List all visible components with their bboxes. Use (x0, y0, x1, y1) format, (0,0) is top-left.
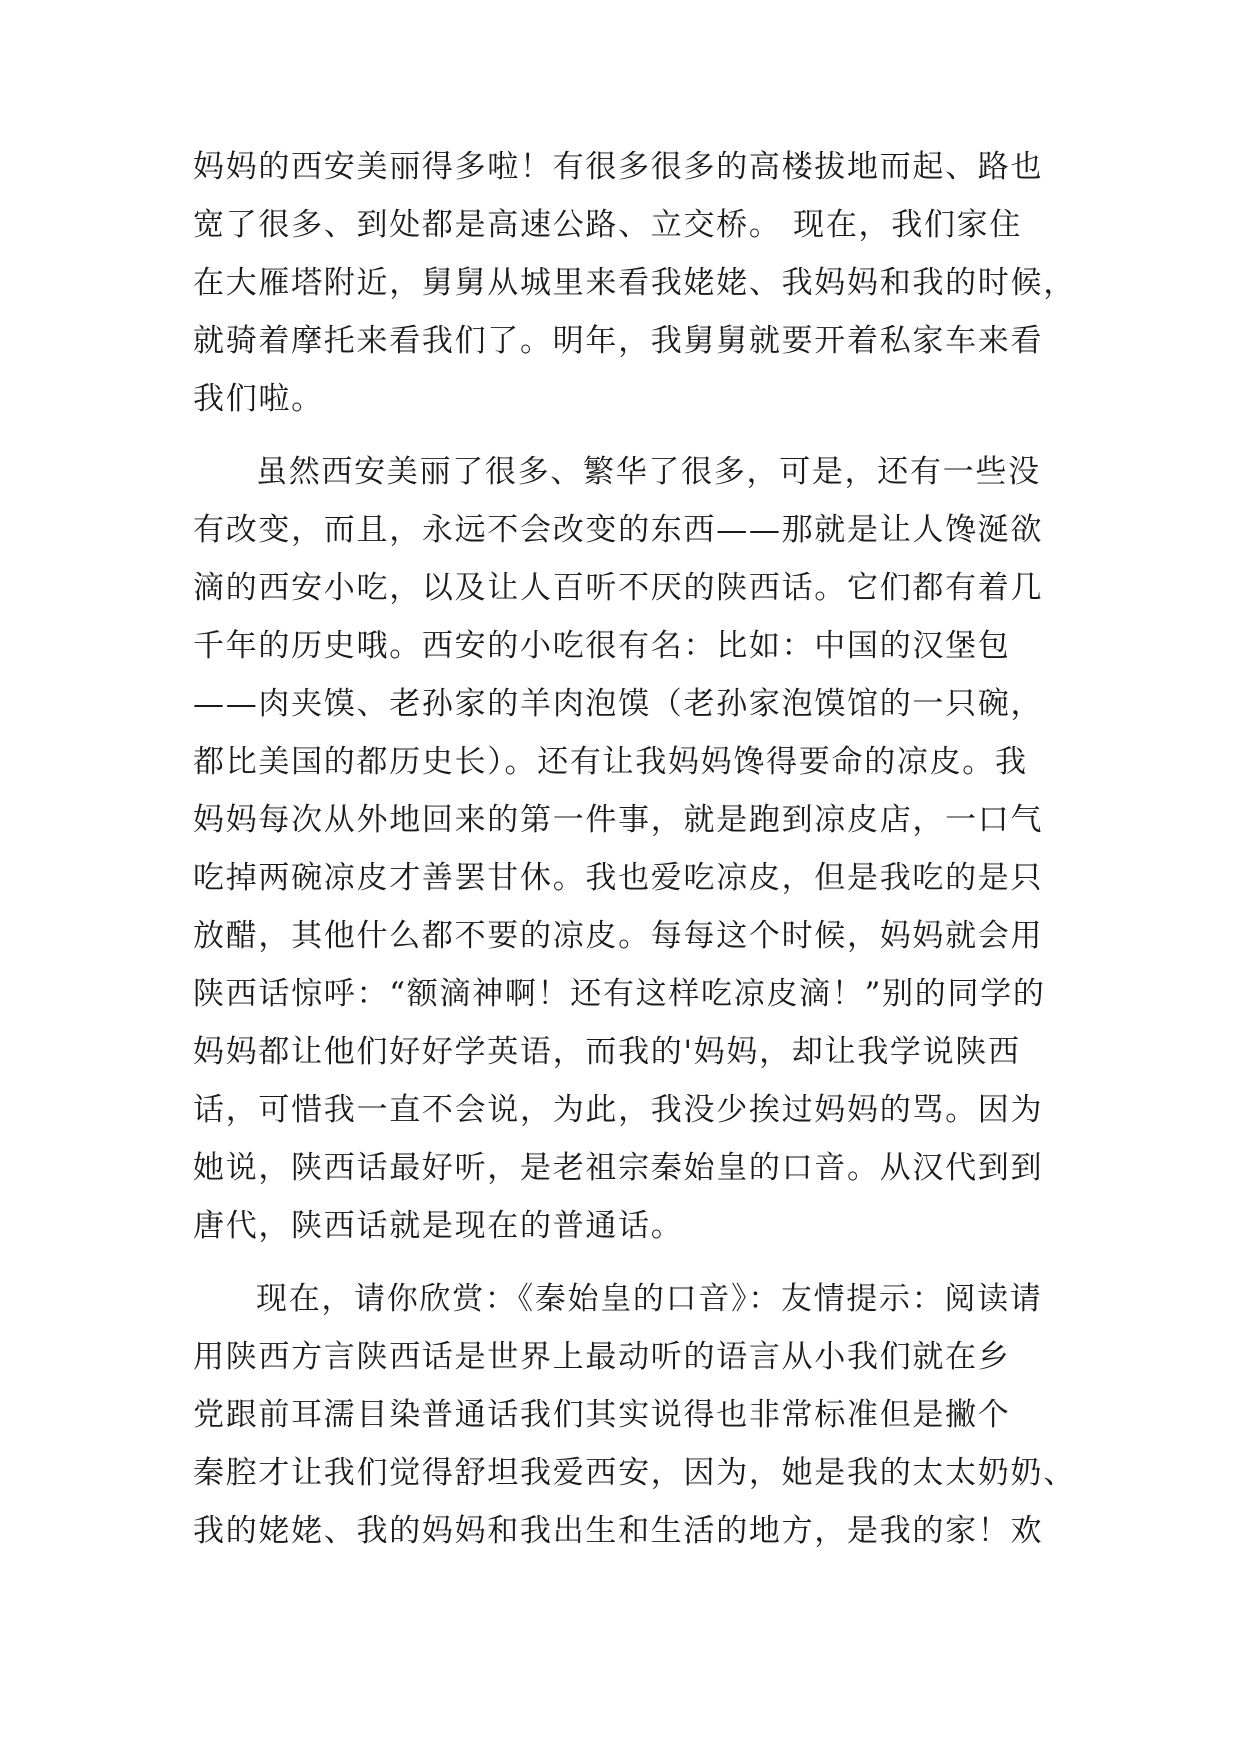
text-line: 都比美国的都历史长）。还有让我妈妈馋得要命的凉皮。我 (193, 744, 1028, 780)
text-line: 有改变，而且，永远不会改变的东西——那就是让人馋涎欲 (193, 512, 1044, 548)
text-line: 放醋，其他什么都不要的凉皮。每每这个时候，妈妈就会用 (193, 918, 1044, 954)
text-line: 我们啦。 (193, 381, 324, 417)
text-line: 妈妈的西安美丽得多啦！有很多很多的高楼拔地而起、路也 (193, 149, 1044, 185)
paragraph-first-line: 现在，请你欣赏：《秦始皇的口音》：友情提示：阅读请 (256, 1281, 1043, 1317)
text-line: ——肉夹馍、老孙家的羊肉泡馍（老孙家泡馍馆的一只碗， (193, 686, 1044, 722)
text-line: 妈妈每次从外地回来的第一件事，就是跑到凉皮店，一口气 (193, 802, 1044, 838)
text-line: 妈妈都让他们好好学英语，而我的'妈妈，却让我学说陕西 (193, 1034, 1021, 1070)
text-line: 宽了很多、到处都是高速公路、立交桥。 现在，我们家住 (193, 207, 1023, 243)
text-line: 在大雁塔附近，舅舅从城里来看我姥姥、我妈妈和我的时候， (193, 265, 1076, 301)
text-line: 话，可惜我一直不会说，为此，我没少挨过妈妈的骂。因为 (193, 1092, 1044, 1128)
text-line: 就骑着摩托来看我们了。明年，我舅舅就要开着私家车来看 (193, 323, 1044, 359)
text-line: 她说，陕西话最好听，是老祖宗秦始皇的口音。从汉代到到 (193, 1150, 1044, 1186)
text-line: 陕西话惊呼：“额滴神啊！还有这样吃凉皮滴！”别的同学的 (193, 976, 1046, 1012)
paragraph-first-line: 虽然西安美丽了很多、繁华了很多，可是，还有一些没 (256, 454, 1041, 490)
text-line: 千年的历史哦。西安的小吃很有名：比如：中国的汉堡包 (193, 628, 1011, 664)
text-line: 吃掉两碗凉皮才善罢甘休。我也爱吃凉皮，但是我吃的是只 (193, 860, 1044, 896)
text-line: 党跟前耳濡目染普通话我们其实说得也非常标准但是撇个 (193, 1397, 1011, 1433)
text-line: 滴的西安小吃，以及让人百听不厌的陕西话。它们都有着几 (193, 570, 1044, 606)
text-line: 用陕西方言陕西话是世界上最动听的语言从小我们就在乡 (193, 1339, 1011, 1375)
text-line: 秦腔才让我们觉得舒坦我爱西安，因为，她是我的太太奶奶、 (193, 1455, 1076, 1491)
text-line: 我的姥姥、我的妈妈和我出生和生活的地方，是我的家！欢 (193, 1513, 1044, 1549)
text-line: 唐代，陕西话就是现在的普通话。 (193, 1208, 684, 1244)
